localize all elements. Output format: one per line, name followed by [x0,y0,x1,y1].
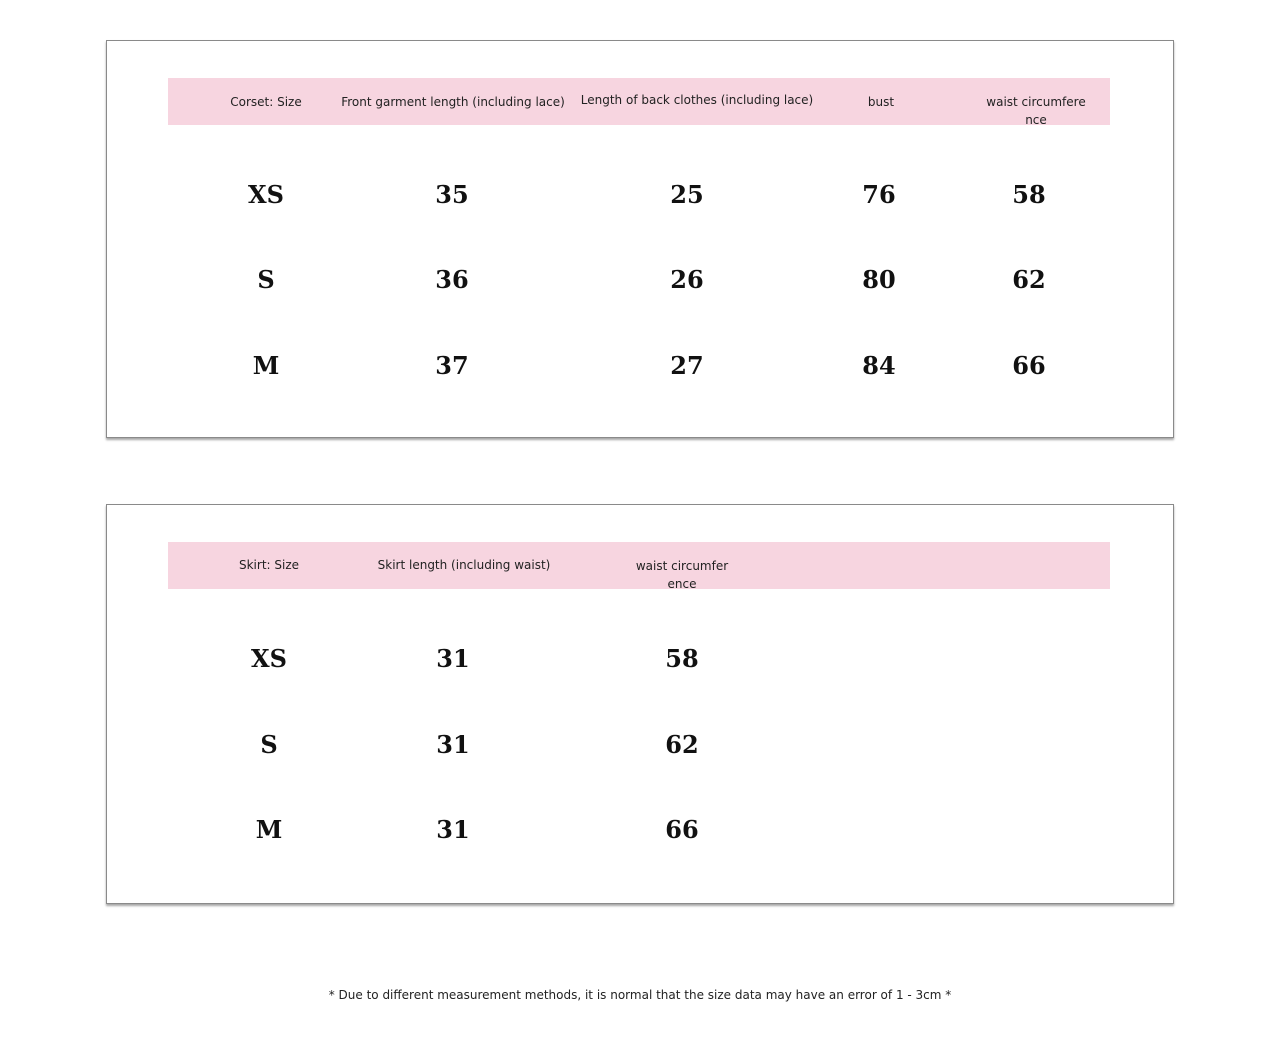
waist-cell: 62 [1012,265,1046,294]
waist-cell: 66 [665,815,699,844]
corset-size-table [106,40,1174,438]
skirt-header-waist: waist circumfer ence [635,559,729,591]
back-length-cell: 26 [670,265,704,294]
waist-cell: 58 [665,644,699,673]
table-row [107,725,1173,765]
skirt-header-length: Skirt length (including waist) [377,558,551,572]
size-cell: M [255,815,283,844]
waist-cell: 58 [1012,180,1046,209]
bust-cell: 76 [862,180,896,209]
size-cell: XS [248,180,284,209]
back-length-cell: 27 [670,351,704,380]
table-row [107,346,1173,386]
size-cell: M [252,351,280,380]
skirt-header-size: Skirt: Size [238,558,300,572]
corset-header-front-length: Front garment length (including lace) [341,95,565,109]
front-length-cell: 36 [435,265,469,294]
waist-cell: 62 [665,730,699,759]
table-row [107,175,1173,215]
size-cell: S [257,265,275,294]
size-cell: XS [251,644,287,673]
front-length-cell: 35 [435,180,469,209]
front-length-cell: 37 [435,351,469,380]
skirt-size-table [106,504,1174,904]
table-row [107,639,1173,679]
skirt-length-cell: 31 [436,815,470,844]
measurement-footnote: * Due to different measurement methods, it is normal that the size data may have an error of 1 - 3cm * [328,988,952,1002]
waist-cell: 66 [1012,351,1046,380]
corset-header-size: Corset: Size [230,95,302,109]
bust-cell: 84 [862,351,896,380]
corset-header-back-length: Length of back clothes (including lace) [580,93,814,107]
corset-header-bust: bust [867,95,895,109]
corset-header-waist: waist circumfere nce [986,95,1086,127]
bust-cell: 80 [862,265,896,294]
size-cell: S [260,730,278,759]
back-length-cell: 25 [670,180,704,209]
table-row [107,260,1173,300]
skirt-length-cell: 31 [436,730,470,759]
skirt-length-cell: 31 [436,644,470,673]
table-row [107,810,1173,850]
